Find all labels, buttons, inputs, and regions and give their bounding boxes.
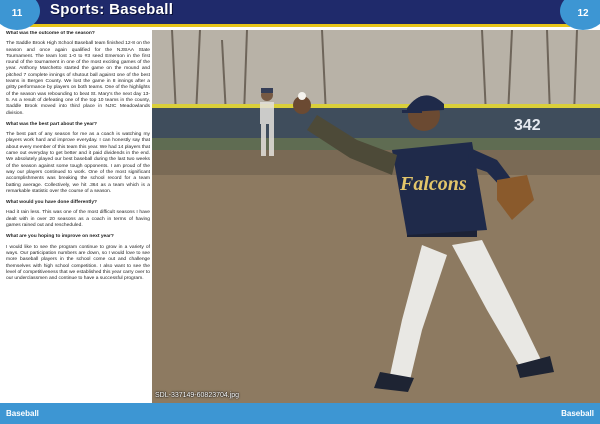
page-number-left: 11 [0, 0, 40, 30]
answer-paragraph: Had it rain less. This was one of the most difficult seasons I have dealt with in over 20 seasons as a coach in terms of having games rained out and rescheduled. [6, 210, 150, 229]
page-footer [0, 403, 600, 424]
jersey-text: Falcons [400, 173, 467, 195]
question-heading: What was the outcome of the season? [6, 31, 95, 36]
answer-paragraph: I would like to see the program continue to grow in a variety of ways. Our participation numbers are down, so I would love to see more baseball players in the school come out and challenge themselves with high school competition. I also want to see the level of competitiveness that we established this year carry over to our underclassmen and continue to have a successful program. [6, 244, 150, 282]
footer-section-right: Baseball [561, 409, 594, 418]
page-title: Sports: Baseball [50, 1, 174, 18]
page-header [0, 0, 600, 30]
answer-paragraph: The best part of any season for me as a coach is watching my players work hard and improve everyday. I can honestly say that about every member of this team this year. We had 14 players that came out everyday to get better and it paid dividends in the end. We absolutely played our best baseball during the last two weeks of the season against some tough opponents. I am proud of the way our players continued to work. One of the most significant accomplishments was breaking the school record for a team batting average. Collectively, we hit .364 as a team which is a remarkable statistic over the course of a season. [6, 132, 150, 194]
scoreboard-number: 342 [514, 117, 541, 134]
photo-caption: SDL-337149-60823704.jpg [155, 392, 240, 399]
page-number-right: 12 [560, 0, 600, 30]
question-heading: What would you have done differently? [6, 200, 98, 206]
baseball-photo [152, 30, 600, 403]
header-accent-line [30, 24, 570, 27]
footer-section-left: Baseball [6, 409, 39, 418]
question-heading: What was the best part about the year? [6, 121, 98, 127]
answer-paragraph: The Saddle Brook High School Baseball team finished 12-8 on the season and once again qualified for the NJSIAA State Tournament. The team lost 1-0 to #3 seed Emerson in the first round of the tournament in one of the most exciting games of the year. Anthony Marchetto started the game on the mound and pitched 7 complete innings of shutout ball against one of the best teams in Bergen County. We lost the game in 8 innings after a gritty performance by players on both teams. One of the highlights of the season was rebounding to beat St. Mary's the next day 13-5. As a result of defeating one of the top 10 teams in the county, Saddle Brook moved into third place in NJIC Meadowlands division. [6, 41, 150, 116]
question-heading: What are you hoping to improve on next year? [6, 234, 114, 240]
article-column [6, 31, 150, 395]
